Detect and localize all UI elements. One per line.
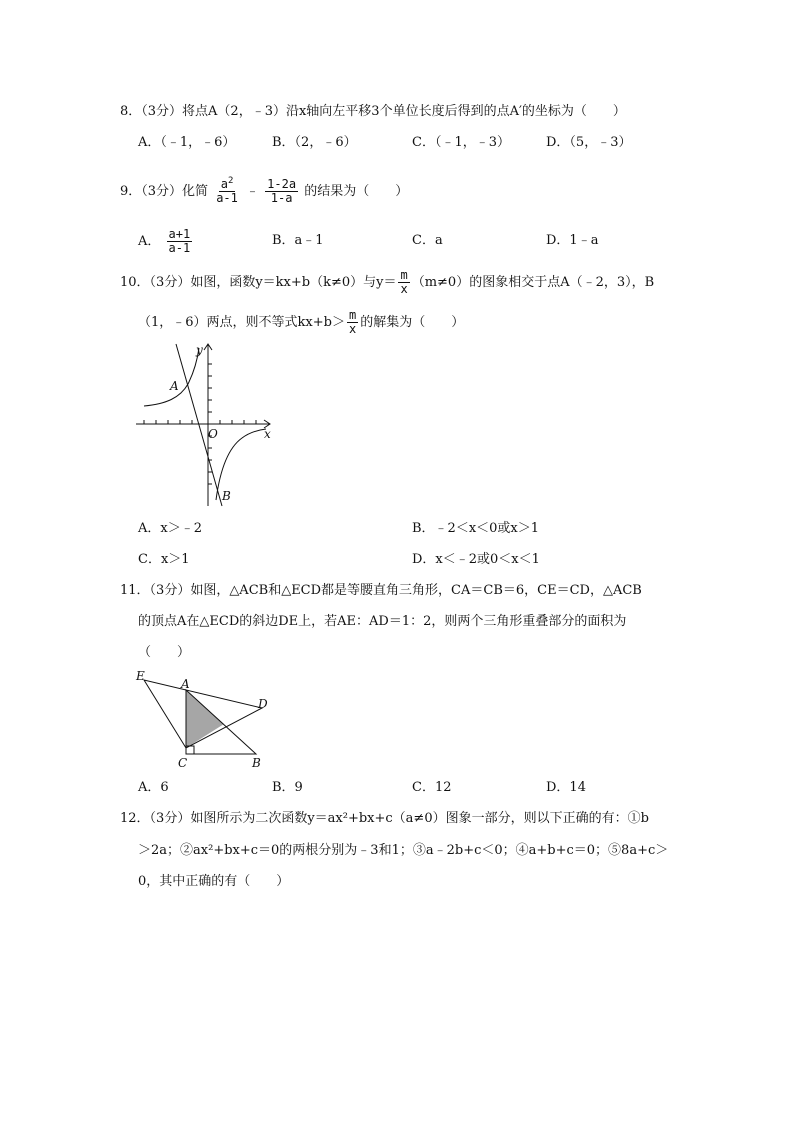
q11-triangle-figure — [134, 668, 274, 768]
q10-x-axis-label: x — [264, 427, 271, 441]
q10-y-axis-label: y — [196, 343, 203, 357]
q8-option-c[interactable]: C．（﹣1，﹣3） — [412, 135, 510, 150]
q11-label-d: D — [258, 697, 268, 711]
q10-option-b[interactable]: B．﹣2＜x＜0或x＞1 — [412, 521, 540, 536]
q11-option-b[interactable]: B．9 — [272, 780, 303, 795]
q9-option-a[interactable]: A． $\frac{a+1}{a-1}$ — [138, 227, 191, 255]
q11-label-e: E — [136, 669, 145, 683]
question-10-line-1: 10．（3分）如图，函数y＝kx+b（k≠0）与y＝ $\frac{m}{x}$ （m≠0）的图象相交于点A（﹣2，3），B — [120, 268, 655, 296]
question-9-stem — [120, 172, 408, 212]
question-11-line-3: （ ） — [138, 645, 191, 660]
q8-option-b[interactable]: B．（2，﹣6） — [272, 135, 357, 150]
question-10-line-2: （1，﹣6）两点，则不等式kx+b＞ $\frac{m}{x}$ 的解集为（ ） — [138, 308, 465, 336]
q11-label-a: A — [181, 677, 190, 691]
q10-option-c[interactable]: C．x＞1 — [138, 552, 190, 567]
question-12-line-2: ＞2a；②ax²+bx+c＝0的两根分别为﹣3和1；③a﹣2b+c＜0；④a+b+c＝0；⑤8a+c＞ — [138, 843, 669, 858]
q11-option-c[interactable]: C．12 — [412, 780, 452, 795]
question-11-line-1: 11．（3分）如图，△ACB和△ECD都是等腰直角三角形，CA＝CB＝6，CE＝CD，△ACB — [120, 583, 642, 598]
q9-option-c[interactable]: C．a — [412, 233, 443, 248]
q11-label-b: B — [252, 756, 261, 770]
q9-option-d[interactable]: D．1﹣a — [546, 233, 599, 248]
q10-point-a-label: A — [170, 379, 179, 393]
question-8-stem: 8．（3分）将点A（2，﹣3）沿x轴向左平移3个单位长度后得到的点A′的坐标为（ ） — [120, 104, 626, 119]
q9-suffix: 的结果为（ ） — [304, 184, 409, 199]
q8-option-d[interactable]: D．（5，﹣3） — [546, 135, 632, 150]
q9-option-b[interactable]: B．a﹣1 — [272, 233, 324, 248]
q10-origin-label: O — [208, 427, 218, 441]
q10-option-d[interactable]: D．x＜﹣2或0＜x＜1 — [412, 552, 540, 567]
q11-label-c: C — [178, 756, 188, 770]
question-12-line-3: 0，其中正确的有（ ） — [138, 874, 290, 889]
q11-option-d[interactable]: D．14 — [546, 780, 586, 795]
q10-option-a[interactable]: A．x＞﹣2 — [138, 521, 202, 536]
q9-fraction-1: $\frac{a^2}{a-1}$ — [216, 176, 238, 205]
question-12-line-1: 12．（3分）如图所示为二次函数y＝ax²+bx+c（a≠0）图象一部分，则以下正确的有：①b — [120, 811, 649, 826]
q9-minus: ﹣ — [246, 184, 260, 199]
q9-prefix: 9．（3分）化简 — [120, 184, 209, 199]
q8-option-a[interactable]: A．（﹣1，﹣6） — [138, 135, 236, 150]
q11-option-a[interactable]: A．6 — [138, 780, 169, 795]
q10-point-b-label: B — [222, 489, 231, 503]
q10-function-graph — [136, 340, 276, 510]
question-11-line-2: 的顶点A在△ECD的斜边DE上，若AE：AD＝1：2，则两个三角形重叠部分的面积为 — [138, 614, 627, 629]
q9-fraction-2: $\frac{1-2a}{1-a}$ — [267, 177, 297, 205]
